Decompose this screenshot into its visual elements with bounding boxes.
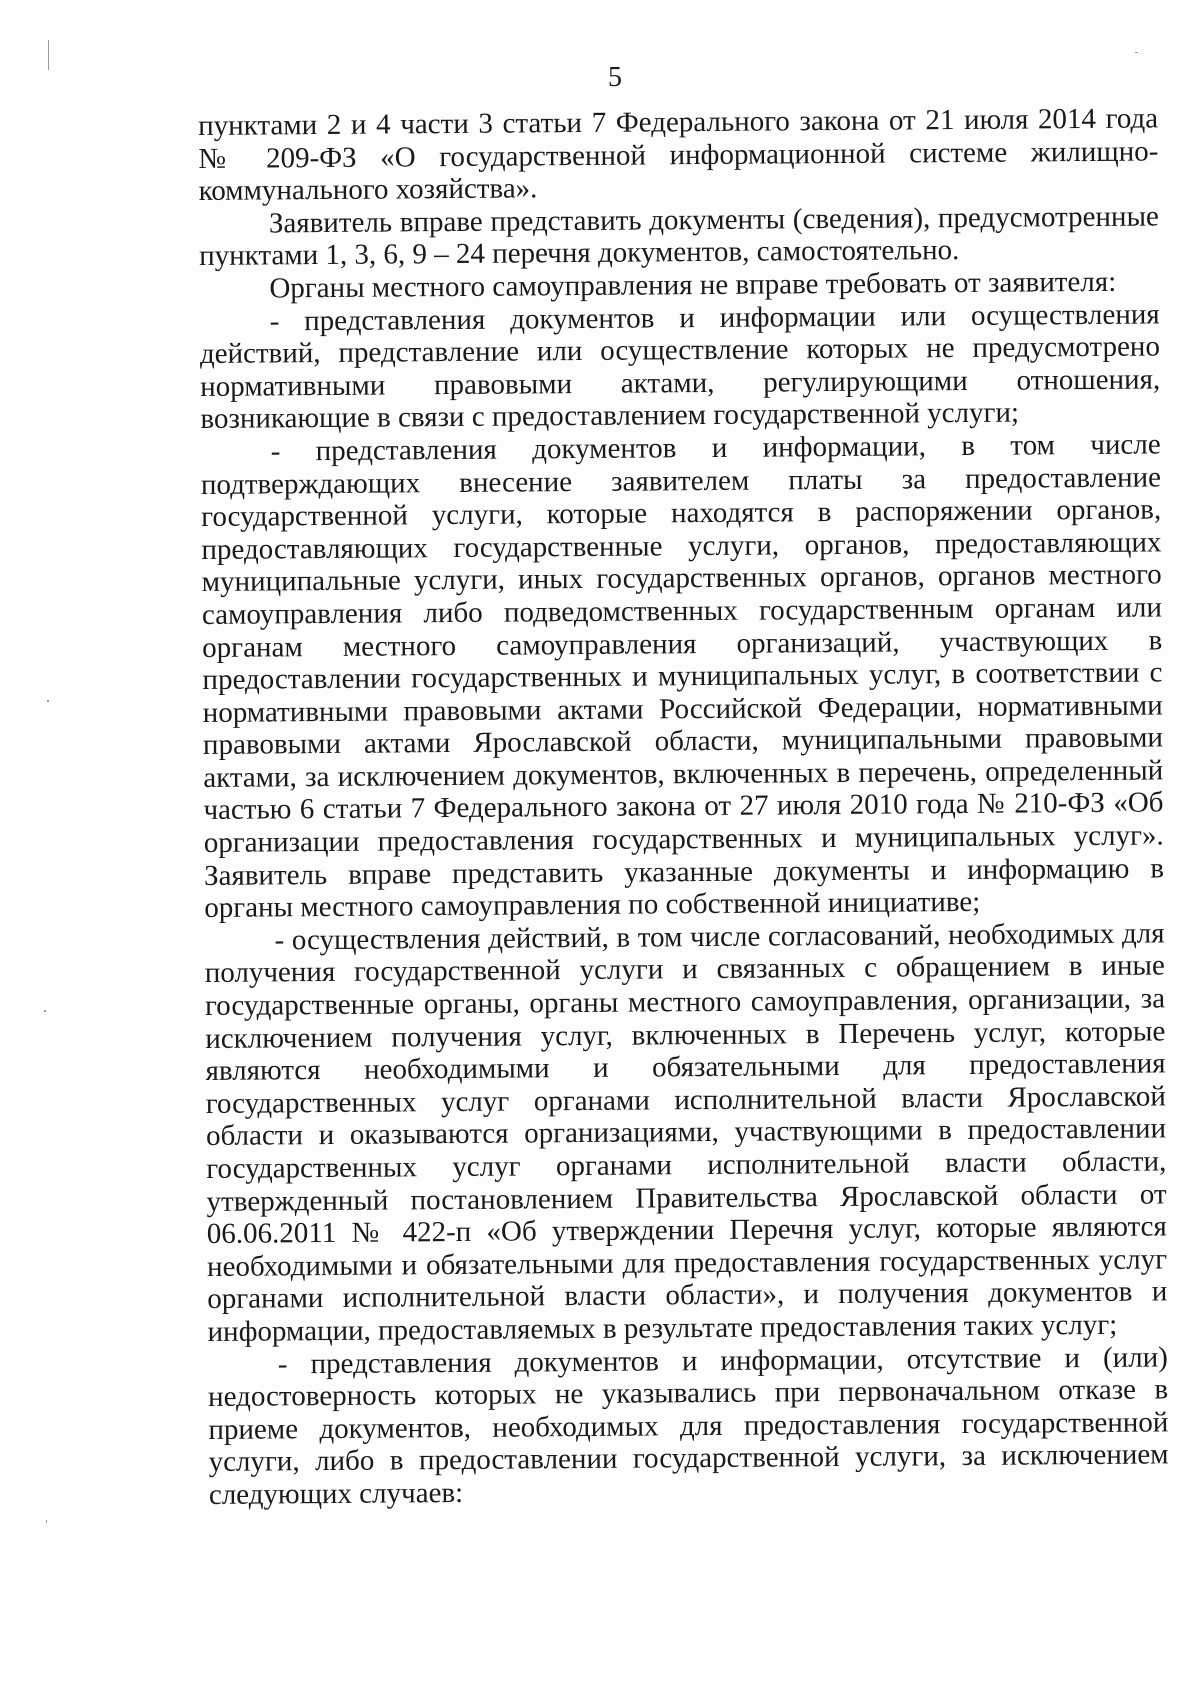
page-number <box>0 62 1200 94</box>
list-item-documents-not-required: - представления документов и информации или осуществления действий, представление или осуществление которых не предусмотрено нормативными правовыми актами, регулирующими отношения, возникающие в связи с предоставлением государственной услуги; <box>199 298 1161 436</box>
scan-artifact <box>44 1010 46 1012</box>
scan-artifact <box>47 700 49 702</box>
list-item-actions-approvals: - осуществления действий, в том числе согласований, необходимых для получения государственной услуги и связанных с обращением в иные государственные органы, органы местного самоуправления, организации, за исключением получения услуг, включенных в Перечень услуг, которые являются необходимыми и обязательными для предоставления государственных услуг органами исполнительной власти Ярославской области и оказываются организациями, участвующими в предоставлении государственных услуг органами исполнительной власти области, утвержденный постановлением Правительства Ярославской области от 06.06.2011 № 422-п «Об утверждении Перечня услуг, которые являются необходимыми и обязательными для предоставления государственных услуг органами исполнительной власти области», и получения документов и информации, предоставляемых в результате предоставления таких услуг; <box>204 917 1168 1348</box>
document-body <box>198 102 1169 1511</box>
paragraph-applicant-right: Заявитель вправе представить документы (сведения), предусмотренные пунктами 1, 3, 6, 9 – 24 перечня документов, самостоятельно. <box>199 200 1159 273</box>
scan-artifact <box>46 1520 47 1523</box>
paragraph-continuation: пунктами 2 и 4 части 3 статьи 7 Федерального закона от 21 июля 2014 года № 209-ФЗ «О государственной информационной системе жилищно-коммунального хозяйства». <box>198 102 1159 208</box>
page-number-text: 5 <box>608 62 622 93</box>
paragraph-authorities-prohibition: Органы местного самоуправления не вправе требовать от заявителя: <box>269 265 1117 305</box>
list-item-documents-in-possession: - представления документов и информации, в том числе подтверждающих внесение заявителем платы за предоставление государственной услуги, которые находятся в распоряжении органов, предоставляющих государственные услуги, органов, предоставляющих муниципальные услуги, иных государственных органов, органов местного самоуправления либо подведомственных государственным органам или органам местного самоуправления организаций, участвующих в предоставлении государственных и муниципальных услуг, в соответствии с нормативными правовыми актами Российской Федерации, нормативными правовыми актами Ярославской области, муниципальными правовыми актами, за исключением документов, включенных в перечень, определенный частью 6 статьи 7 Федерального закона от 27 июля 2010 года № 210-ФЗ «Об организации предоставления государственных и муниципальных услуг». Заявитель вправе представить указанные документы и информацию в органы местного самоуправления по собственной инициативе; <box>200 428 1165 925</box>
scan-artifact <box>1135 52 1138 53</box>
list-item-missing-documents: - представления документов и информации, отсутствие и (или) недостоверность которых не указывались при первоначальном отказе в приеме документов, необходимых для предоставления государственной услуги, либо в предоставлении государственной услуги, за исключением следующих случаев: <box>207 1340 1169 1511</box>
